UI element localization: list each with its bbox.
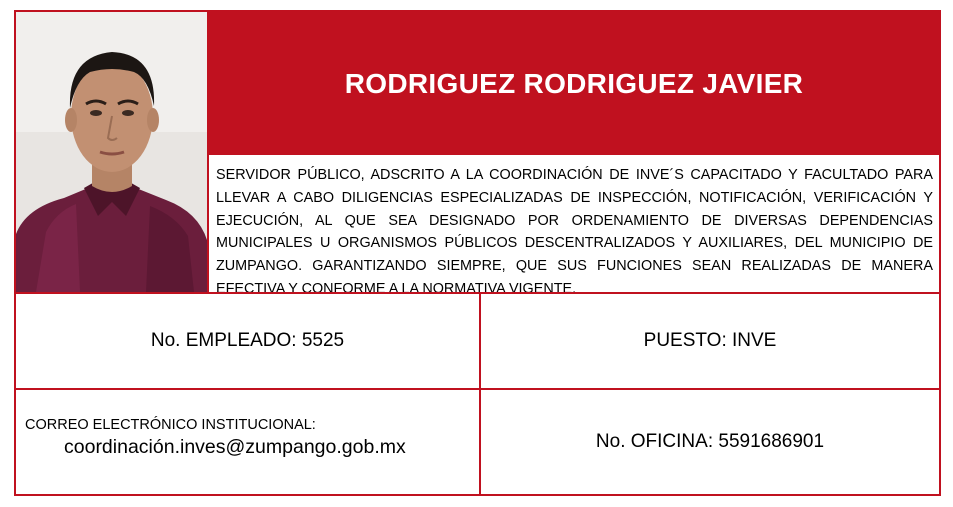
email-label: CORREO ELECTRÓNICO INSTITUCIONAL:	[25, 417, 316, 433]
email-address: coordinación.inves@zumpango.gob.mx	[64, 436, 406, 458]
job-description: SERVIDOR PÚBLICO, ADSCRITO A LA COORDINACIÓN DE INVE´S CAPACITADO Y FACULTADO PARA LLEVAR A CABO DILIGENCIAS ESPECIALIZADAS DE INSPECCIÓN, NOTIFICACIÓN, VERIFICACIÓN Y EJECUCIÓN, AL QUE SEA DESIGNADO POR ORDENAMIENTO DE DIVERSAS DEPENDENCIAS MUNICIPALES U ORGANISMOS PÚBLICOS DESCENTRALIZADOS Y AUXILIARES, DEL MUNICIPIO DE ZUMPANGO. GARANTIZANDO SIEMPRE, QUE SUS FUNCIONES SEAN REALIZADAS DE MANERA EFECTIVA Y CONFORME A LA NORMATIVA VIGENTE.	[216, 167, 933, 297]
position-cell	[481, 294, 939, 388]
employee-photo	[16, 12, 209, 292]
office-phone-cell	[481, 390, 939, 494]
position: PUESTO: INVE	[643, 330, 777, 351]
employee-card	[14, 10, 941, 496]
employee-name: RODRIGUEZ RODRIGUEZ JAVIER	[344, 67, 804, 99]
employee-number-cell	[16, 294, 479, 388]
portrait-image	[16, 12, 207, 292]
employee-number: No. EMPLEADO: 5525	[150, 330, 345, 351]
name-header	[209, 12, 939, 155]
email-cell	[16, 390, 479, 494]
office-phone: No. OFICINA: 5591686901	[595, 431, 825, 452]
